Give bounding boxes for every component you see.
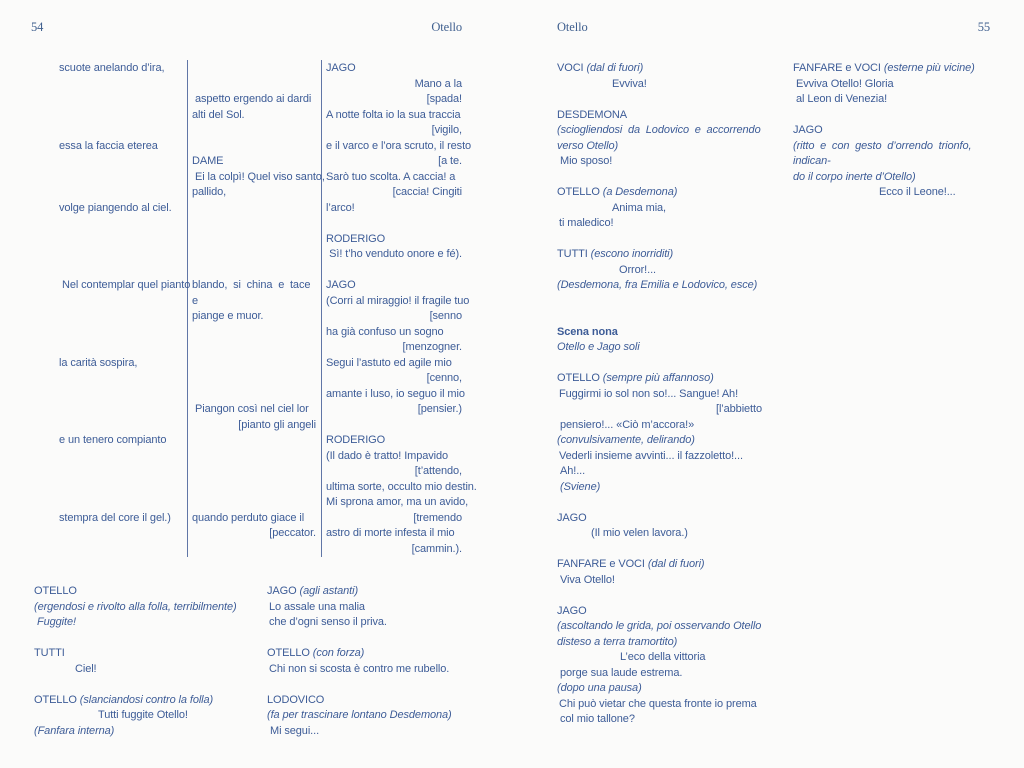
text-line: TUTTI [34,647,65,659]
text-line: Scena nona [557,325,618,338]
text-line: e un tenero compianto [59,434,167,446]
text-line: [cammin.). [411,542,462,555]
text-line: (Corri al miraggio! il fragile tuo [326,294,470,307]
dialogue-column-right-a [557,61,762,728]
text-line [192,201,316,217]
text-line [59,170,186,186]
text-line: OTELLO (a Desdemona) [557,186,678,198]
text-line: e il varco e l’ora scruto, il resto [326,139,472,152]
text-line: (Il dado è tratto! Impavido [326,449,449,462]
text-line: [spada! [426,93,462,105]
text-line: LODOVICO [267,693,325,706]
text-line: la carità sospira, [59,356,138,369]
text-line [59,495,186,511]
dialogue-column-left-a [34,584,266,739]
text-line: Ah!... [560,465,586,477]
text-line [59,464,186,480]
text-line [557,588,762,604]
text-line [192,123,316,139]
text-line: (Fanfara interna) [34,724,115,737]
text-line: Ei la colpì! Quel viso santo, [195,170,325,183]
text-line: (fa per trascinare lontano Desdemona) [267,709,452,721]
text-line: piange e muor. [192,310,264,322]
text-line [557,495,762,511]
text-line: TUTTI (escono inorriditi) [557,248,674,260]
text-line [557,232,762,248]
text-line: scuote anelando d’ira, [59,62,165,74]
text-line: (ascoltando le grida, poi osservando Otello [557,620,762,632]
text-line: l’arco! [326,201,355,214]
running-head-left: Otello [431,20,462,34]
text-line [59,154,186,170]
text-line: Chi può vietar che questa fronte io prema [559,697,757,710]
text-line: (ergendosi e rivolto alla folla, terribilmente) [34,600,237,613]
text-line [192,216,316,232]
text-line: Mio sposo! [560,155,613,167]
text-line [59,340,186,356]
text-line: stempra del core il gel.) [59,511,171,524]
text-line: Evviva! [612,77,647,90]
text-line [59,294,186,310]
text-line [59,123,186,139]
text-line [557,170,762,186]
text-line: pensiero!... «Ciò m’accora!» [560,418,695,431]
text-line [192,139,316,155]
text-line [59,309,186,325]
text-line [34,631,266,647]
text-line: [peccator. [269,527,316,539]
text-line: OTELLO (sempre più affannoso) [557,372,714,384]
text-line: Chi non si scosta è contro me rubello. [269,662,450,675]
text-line: (convulsivamente, delirando) [557,434,695,446]
text-line: [caccia! Cingiti [392,186,462,198]
text-line [59,185,186,201]
text-line: Sarò tuo scolta. A caccia! a [326,170,456,183]
column-rule-2 [321,60,322,557]
text-line [326,216,462,232]
text-line [192,480,316,496]
text-line: Anima mia, [612,201,667,214]
text-line: [tremendo [413,511,462,524]
text-line [192,371,316,387]
text-line: col mio tallone? [560,713,635,725]
text-line [59,449,186,465]
text-line: JAGO [557,604,587,617]
text-line: (Il mio velen lavora.) [591,527,688,539]
text-line [59,387,186,403]
text-line: disteso a terra tramortito) [557,635,678,648]
text-line [59,263,186,279]
text-line: astro di morte infesta il mio [326,527,455,539]
text-line: [menzogner. [402,341,462,353]
text-line: Vederli insieme avvinti... il fazzoletto!... [559,449,743,462]
text-line: Tutti fuggite Otello! [98,709,188,721]
text-line: che d’ogni senso il priva. [269,616,387,628]
text-line: Mano a la [414,77,462,90]
text-line: ultima sorte, occulto mio destin. [326,480,477,493]
text-line [59,232,186,248]
text-line: JAGO [793,124,823,136]
text-line: Fuggirmi io sol non so!... Sangue! Ah! [559,387,739,400]
text-line: [cenno, [426,372,462,384]
text-line [192,433,316,449]
text-line [192,449,316,465]
text-line: (Desdemona, fra Emilia e Lodovico, esce) [557,279,758,291]
text-line: Otello e Jago soli [557,341,640,353]
text-line: quando perduto giace il [192,511,305,524]
text-line [557,294,762,310]
text-line [192,340,316,356]
text-line: Segui l’astuto ed agile mio [326,356,452,369]
text-line: [l’abbietto [716,403,762,415]
text-line: al Leon di Venezia! [796,93,888,105]
text-line: RODERIGO [326,232,386,245]
text-line [59,418,186,434]
text-line: JAGO [326,62,356,74]
text-line [192,325,316,341]
text-line [59,371,186,387]
text-line [557,309,762,325]
running-head-right: Otello [557,20,588,34]
page-number-right: 55 [977,20,990,34]
text-line: FANFARE e VOCI (esterne più vicine) [793,62,975,74]
text-line [557,542,762,558]
text-line: verso Otello) [557,139,619,152]
text-line: Viva Otello! [560,573,615,586]
text-line: Ecco il Leone!... [879,186,956,198]
text-line [192,464,316,480]
text-line: Evviva Otello! Gloria [796,77,894,90]
verse-column-1 [59,61,191,526]
text-line: pallido, [192,186,227,198]
text-line: DAME [192,155,224,167]
verse-column-2 [192,61,325,542]
text-line: A notte folta io la sua traccia [326,108,461,121]
text-line [59,108,186,124]
text-line: L’eco della vittoria [620,651,706,663]
text-line [59,402,186,418]
text-line [192,387,316,403]
text-line [557,356,762,372]
text-line [793,108,993,124]
text-line [192,232,316,248]
text-line: (dopo una pausa) [557,682,642,694]
text-line [34,677,266,693]
text-line [192,61,316,77]
text-line [267,677,492,693]
text-line: Lo assale una malia [269,600,365,613]
verse-column-3 [326,61,477,557]
text-line: Mi segui... [270,724,320,737]
text-line [557,92,762,108]
text-line: JAGO [557,511,587,524]
text-line: OTELLO (slanciandosi contro la folla) [34,693,214,706]
text-line: [vigilo, [431,124,462,136]
text-line: JAGO (agli astanti) [267,585,359,597]
text-line: (sciogliendosi da Lodovico e accorrendo [557,124,761,136]
text-line [192,247,316,263]
text-line: Orror!... [619,263,656,276]
text-line: ti maledico! [559,217,614,229]
text-line [326,418,462,434]
text-line: alti del Sol. [192,108,245,121]
text-line: [t’attendo, [414,465,462,477]
text-line: Nel contemplar quel pianto [62,279,191,291]
text-line: Sì! t’ho venduto onore e fé). [329,248,462,260]
text-line: volge piangendo al ciel. [59,201,172,214]
dialogue-column-left-b [267,584,492,739]
text-line: Ciel! [75,662,97,675]
text-line [192,356,316,372]
column-rule-1 [187,60,188,557]
text-line [192,495,316,511]
text-line [192,77,316,93]
text-line [192,263,316,279]
text-line: FANFARE e VOCI (dal di fuori) [557,558,705,570]
text-line: VOCI (dal di fuori) [557,62,644,74]
text-line: Piangon così nel ciel lor [195,403,309,415]
text-line: OTELLO [34,585,77,597]
text-line: RODERIGO [326,434,386,446]
text-line: DESDEMONA [557,108,627,121]
text-line: aspetto ergendo ai dardi [195,93,312,105]
text-line: (Sviene) [560,480,601,493]
text-line: essa la faccia eterea [59,139,158,152]
text-line: do il corpo inerte d’Otello) [793,170,916,183]
text-line: amante i luso, io seguo il mio [326,387,465,400]
text-line: OTELLO (con forza) [267,647,365,659]
text-line: [a te. [438,155,462,167]
text-line: ha già confuso un sogno [326,325,444,338]
text-line [267,631,492,647]
text-line [59,77,186,93]
dialogue-column-right-b [793,61,993,201]
text-line [59,92,186,108]
text-line: [senno [429,310,462,322]
text-line: porge sua laude estrema. [560,666,683,679]
text-line: (ritto e con gesto d’orrendo trionfo, indican- [793,139,972,167]
text-line: [pensier.) [417,403,462,415]
text-line [59,247,186,263]
text-line: Fuggite! [37,616,76,628]
text-line: JAGO [326,279,356,291]
page-number-left: 54 [31,20,44,34]
text-line: blando, si china e tace e [192,279,311,307]
text-line: Mi sprona amor, ma un avido, [326,496,469,508]
text-line [59,216,186,232]
text-line: [pianto gli angeli [238,418,316,431]
text-line [59,325,186,341]
text-line [59,480,186,496]
text-line [326,263,462,279]
